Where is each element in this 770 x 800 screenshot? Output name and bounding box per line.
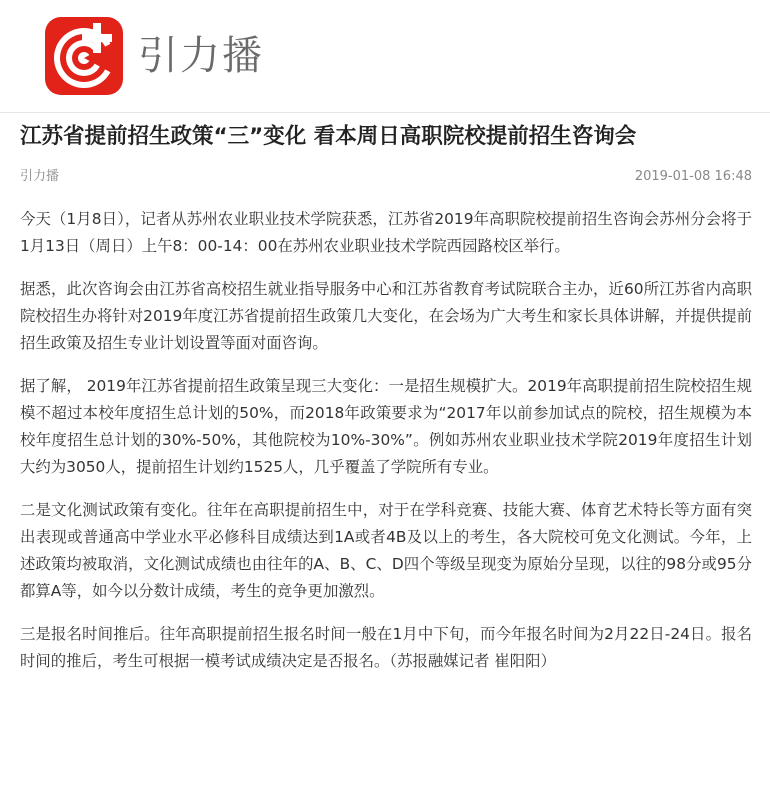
article-paragraph-1: 今天（1月8日），记者从苏州农业职业技术学院获悉，江苏省2019年高职院校提前招生咨询会苏州分会将于1月13日（周日）上午8：00-14：00在苏州农业职业技术学院西园路校区举行。 (20, 210, 752, 255)
article (20, 120, 752, 691)
article-datetime: 2019-01-08 16:48 (634, 169, 752, 184)
article-body (20, 206, 752, 675)
site-logo-text[interactable]: 引力播 (138, 33, 264, 79)
yinlibo-logo-icon[interactable] (45, 17, 123, 95)
article-paragraph-5: 三是报名时间推后。往年高职提前招生报名时间一般在1月中下旬，而今年报名时间为2月22日-24日。报名时间的推后，考生可根据一模考试成绩决定是否报名。（苏报融媒记者 崔阳阳） (20, 625, 752, 670)
article-title: 江苏省提前招生政策“三”变化 看本周日高职院校提前招生咨询会 (20, 124, 637, 149)
article-meta (20, 166, 752, 188)
site-header (0, 0, 770, 112)
article-paragraph-4: 二是文化测试政策有变化。往年在高职提前招生中，对于在学科竞赛、技能大赛、体育艺术特长等方面有突出表现或普通高中学业水平必修科目成绩达到1A或者4B及以上的考生，各大院校可免文化测试。今年，上述政策均被取消，文化测试成绩也由往年的A、B、C、D四个等级呈现变为原始分呈现，以往的98分或95分都算A等，如今以分数计成绩，考生的竞争更加激烈。 (20, 501, 752, 600)
article-source[interactable]: 引力播 (20, 169, 60, 184)
article-paragraph-3: 据了解， 2019年江苏省提前招生政策呈现三大变化：一是招生规模扩大。2019年高职提前招生院校招生规模不超过本校年度招生总计划的50%，而2018年政策要求为“2017年以前参加试点的院校，招生规模为本校年度招生总计划的30%-50%，其他院校为10%-30%”。例如苏州农业职业技术学院2019年度招生计划大约为3050人，提前招生计划约1525人，几乎覆盖了学院所有专业。 (20, 377, 752, 476)
article-paragraph-2: 据悉，此次咨询会由江苏省高校招生就业指导服务中心和江苏省教育考试院联合主办，近60所江苏省内高职院校招生办将针对2019年度江苏省提前招生政策几大变化，在会场为广大考生和家长具体讲解，并提供提前招生政策及招生专业计划设置等面对面咨询。 (20, 280, 752, 352)
header-divider (0, 112, 770, 113)
